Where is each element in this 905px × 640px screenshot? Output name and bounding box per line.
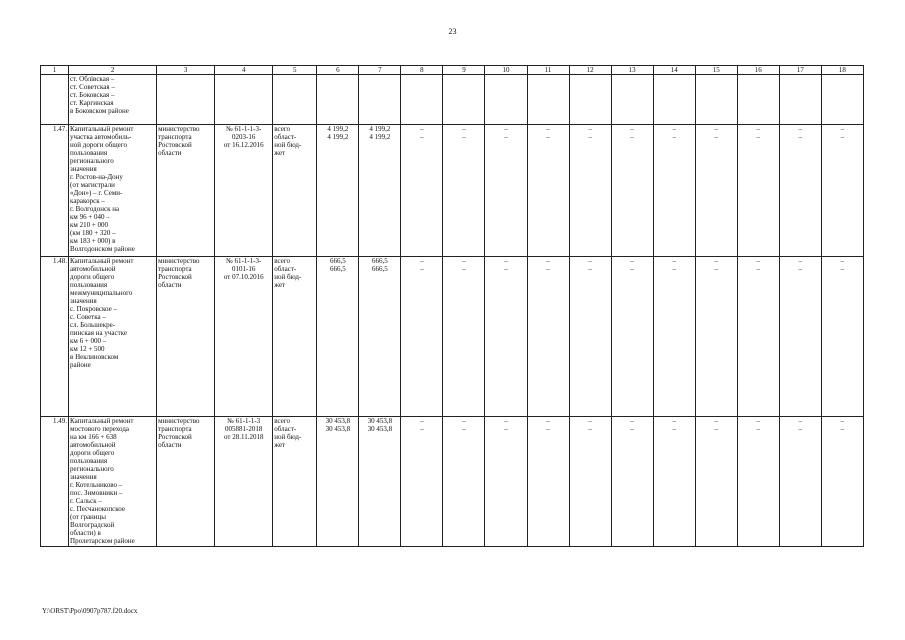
year-value-cell: 4 199,2 4 199,2 [359, 125, 401, 257]
dash-cell: – – [527, 417, 569, 547]
total-value-cell: 30 453,8 30 453,8 [317, 417, 359, 547]
dash-cell: – – [611, 417, 653, 547]
empty-cell [611, 75, 653, 125]
dash-cell: – – [695, 417, 737, 547]
dash-cell: – – [695, 125, 737, 257]
total-value-cell: 4 199,2 4 199,2 [317, 125, 359, 257]
dash-cell: – – [401, 125, 443, 257]
customer-cell: министерство транспорта Ростовской области [157, 257, 215, 417]
page-number: 23 [448, 27, 457, 36]
column-number-header: 8 [401, 66, 443, 75]
funding-source-cell: всего област- ной бюд- жет [273, 125, 317, 257]
empty-cell [215, 75, 273, 125]
column-number-header: 1 [41, 66, 69, 75]
column-number-header: 16 [737, 66, 779, 75]
dash-cell: – – [821, 417, 863, 547]
dash-cell: – – [779, 125, 821, 257]
table-row [41, 417, 864, 547]
object-name-cell: Капитальный ремонт участка автомобиль- ной дороги общего пользования регионального значения г. Ростов-на-Дону (от магистрали «Дон») – г. Семи- каракорск – г. Волгодонск на км 96 + 040 – км 210 + 000 (км 180 + 320 – км 183 + 000) в Волгодонском районе [69, 125, 157, 257]
column-number-header: 6 [317, 66, 359, 75]
table-row [41, 75, 864, 125]
empty-cell [273, 75, 317, 125]
dash-cell: – – [737, 417, 779, 547]
empty-cell [737, 75, 779, 125]
dash-cell: – – [569, 125, 611, 257]
customer-cell: министерство транспорта Ростовской области [157, 125, 215, 257]
column-number-header: 2 [69, 66, 157, 75]
column-number-header: 7 [359, 66, 401, 75]
dash-cell: – – [653, 257, 695, 417]
route-name-cell: ст. Облівская – ст. Советская – ст. Боковская – ст. Каргинская в Боковском районе [69, 75, 157, 125]
dash-cell: – – [821, 257, 863, 417]
dash-cell: – – [443, 257, 485, 417]
column-number-header: 14 [653, 66, 695, 75]
column-number-header: 15 [695, 66, 737, 75]
empty-cell [485, 75, 527, 125]
empty-cell [157, 75, 215, 125]
empty-cell [653, 75, 695, 125]
dash-cell: – – [653, 125, 695, 257]
column-number-header: 13 [611, 66, 653, 75]
row-number-cell: 1.48. [41, 257, 69, 417]
empty-cell [359, 75, 401, 125]
column-number-header: 9 [443, 66, 485, 75]
empty-cell [527, 75, 569, 125]
empty-cell [443, 75, 485, 125]
empty-cell [401, 75, 443, 125]
table-row [41, 257, 864, 417]
dash-cell: – – [737, 125, 779, 257]
object-name-cell: Капитальный ремонт автомобильной дороги общего пользования межмуниципального значения с. Покровское – с. Советка – сл. Большекре- пинская на участке км 6 + 000 – км 12 + 500 в Неклиновском районе [69, 257, 157, 417]
column-number-header: 10 [485, 66, 527, 75]
dash-cell: – – [821, 125, 863, 257]
row-number-cell: 1.49. [41, 417, 69, 547]
total-value-cell: 666,5 666,5 [317, 257, 359, 417]
column-number-header: 12 [569, 66, 611, 75]
dash-cell: – – [569, 417, 611, 547]
dash-cell: – – [485, 125, 527, 257]
row-number-cell: 1.47. [41, 125, 69, 257]
dash-cell: – – [611, 125, 653, 257]
dash-cell: – – [779, 257, 821, 417]
dash-cell: – – [443, 125, 485, 257]
dash-cell: – – [401, 257, 443, 417]
dash-cell: – – [611, 257, 653, 417]
column-number-header: 18 [821, 66, 863, 75]
dash-cell: – – [695, 257, 737, 417]
dash-cell: – – [401, 417, 443, 547]
table-row [41, 125, 864, 257]
column-number-header: 4 [215, 66, 273, 75]
dash-cell: – – [485, 257, 527, 417]
dash-cell: – – [737, 257, 779, 417]
object-name-cell: Капитальный ремонт мостового перехода на км 166 + 638 автомобильной дороги общего пользования регионального значения г. Котельниково – пос. Зимовники – г. Сальск – с. Песчанокопское (от границы Волгоградской области) в Пролетарском районе [69, 417, 157, 547]
expertise-doc-cell: № 61-1-1-3- 0203-16 от 16.12.2016 [215, 125, 273, 257]
column-number-header: 5 [273, 66, 317, 75]
file-path-footer: Y:\ORST\Ppo\0907p787.f20.docx [42, 607, 138, 615]
year-value-cell: 666,5 666,5 [359, 257, 401, 417]
empty-cell [695, 75, 737, 125]
dash-cell: – – [779, 417, 821, 547]
program-table [40, 65, 864, 547]
funding-source-cell: всего област- ной бюд- жет [273, 417, 317, 547]
empty-cell [41, 75, 69, 125]
column-number-header: 3 [157, 66, 215, 75]
dash-cell: – – [527, 125, 569, 257]
empty-cell [317, 75, 359, 125]
year-value-cell: 30 453,8 30 453,8 [359, 417, 401, 547]
funding-source-cell: всего област- ной бюд- жет [273, 257, 317, 417]
dash-cell: – – [485, 417, 527, 547]
empty-cell [779, 75, 821, 125]
dash-cell: – – [653, 417, 695, 547]
expertise-doc-cell: № 61-1-1-3 005881-2018 от 28.11.2018 [215, 417, 273, 547]
empty-cell [821, 75, 863, 125]
header-row [41, 66, 864, 75]
dash-cell: – – [569, 257, 611, 417]
customer-cell: министерство транспорта Ростовской области [157, 417, 215, 547]
empty-cell [569, 75, 611, 125]
column-number-header: 11 [527, 66, 569, 75]
dash-cell: – – [443, 417, 485, 547]
dash-cell: – – [527, 257, 569, 417]
expertise-doc-cell: № 61-1-1-3- 0101-16 от 07.10.2016 [215, 257, 273, 417]
column-number-header: 17 [779, 66, 821, 75]
